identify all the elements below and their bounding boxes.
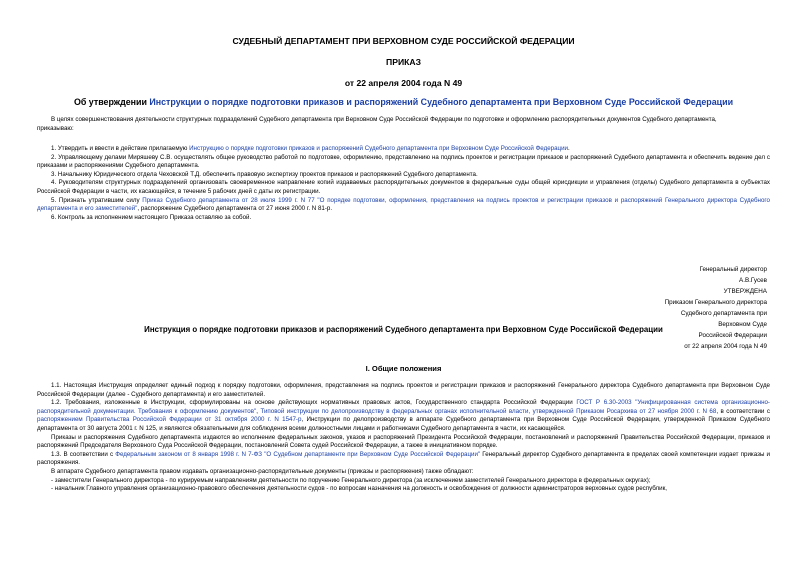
para-1-1: 1.1. Настоящая Инструкция определяет единый подход к порядку подготовки, оформления, представления на подпись проектов и регистрации приказов и распоряжений Генерального директора Судебного департамента при Верховном Суде Российской Федерации (далее - Судебного департамента) и его заместителей.: [37, 382, 770, 398]
para-1-2-sep: ,: [256, 407, 261, 415]
doc-title-prefix: Об утверждении: [73, 97, 150, 107]
para-1-2b: Приказы и распоряжения Судебного департамента издаются во исполнение федеральных законов, указов и распоряжений Президента Российской Федерации, постановлений и распоряжений Правительства Российской Федерации, приказов и распоряжений Председателя Верховного Суда Российской Федерации, постановлений Совета судей Российской Федерации, а также в инициативном порядке.: [37, 433, 770, 450]
para-1-3-end: Генеральный директор Судебного департамента в пределах своей компетенции издает приказы и распоряжения.: [37, 450, 771, 467]
para-1-3: [37, 451, 770, 468]
preamble: [37, 116, 770, 133]
signature-position: Генеральный директор: [699, 266, 767, 273]
doc-title-link[interactable]: Инструкции о порядке подготовки приказов и распоряжений Судебного департамента при Верховном Суде Российской Федерации: [149, 97, 734, 107]
order-item-4: 4. Руководителям структурных подразделений организовать своевременное направление копий издаваемых распорядительных документов в федеральные суды общей юрисдикции и управления (отделы) Судебного департамента в субъектах Российской Федерации в части, их касающейся, в течение 5 рабочих дней с даты их регистрации.: [37, 179, 770, 195]
org-header: СУДЕБНЫЙ ДЕПАРТАМЕНТ ПРИ ВЕРХОВНОМ СУДЕ РОССИЙСКОЙ ФЕДЕРАЦИИ: [232, 36, 575, 46]
gost-link[interactable]: ГОСТ Р 6.30-2003 "Унифицированная система организационно-распорядительной документации. Требования к оформлению документов": [37, 399, 770, 415]
preamble-text: В целях совершенствования деятельности структурных подразделений Судебного департамента при Верховном Суде Российской Федерации по подготовке и оформлению распорядительных документов Судебного департамента,: [51, 116, 717, 123]
signature-name: А.В.Гусев: [739, 277, 767, 284]
para-1-2-end: , Инструкции по делопроизводству в аппарате Судебного департамента при Верховном Суде Российской Федерации, утвержденной Приказом Судебного департамента от 30 августа 2001 г. N 125, и являются обязательными для соблюдения всеми должностными лицами и работниками Судебного департамента в части, их касающейся.: [37, 416, 770, 432]
order-item-1-text: 1. Утвердить и ввести в действие прилагаемую: [51, 145, 190, 152]
para-1-2-text: 1.2. Требования, изложенные в Инструкции, сформулированы на основе действующих нормативных правовых актов, Государственного стандарта Российской Федерации: [51, 399, 577, 407]
order-word: приказываю:: [37, 124, 74, 132]
para-1-6: - начальник Главного управления организационно-правового обеспечения деятельности судов - по вопросам назначения на должность и освобождения от должности администраторов верховных судов республик,: [51, 485, 667, 493]
order-item-5-link[interactable]: Приказ Судебного департамента от 28 июля 1999 г. N 77 "О порядке подготовки, оформления, представления на подпись проектов и регистрации приказов и распоряжений Генерального директора Судебного департамента и его заместителей": [37, 196, 770, 213]
typical-instruction-link[interactable]: Типовой инструкции по делопроизводству в федеральных органах исполнительной власти, утвержденной Приказом Росархива от 27 ноября 2000 г. N 68: [260, 407, 717, 415]
doc-title: [0, 97, 807, 107]
government-order-link[interactable]: распоряжением Правительства Российской Федерации от 31 октября 2000 г. N 1547-р: [37, 416, 302, 424]
signature-block: [665, 264, 767, 352]
approval-line-2: Приказом Генерального директора: [664, 299, 767, 306]
section-heading-1: I. Общие положения: [365, 364, 442, 373]
approval-date: от 22 апреля 2004 года N 49: [684, 343, 767, 350]
doc-type: ПРИКАЗ: [386, 57, 421, 67]
para-1-3-text: 1.3. В соответствии с: [51, 450, 116, 458]
order-item-2: 2. Управляющему делами Миряшеву С.В. осуществлять общее руководство работой по подготовке, оформлению, представлению на подпись проектов и регистрации приказов и распоряжений Судебного департамента и обеспечить ведение дел с приказами и распоряжениями Судебного департамента.: [37, 153, 770, 170]
order-item-3: 3. Начальнику Юридического отдела Чеховской Т.Д. обеспечить правовую экспертизу проектов приказов и распоряжений Судебного департамента.: [51, 170, 478, 178]
order-item-5-text: 5. Признать утратившим силу: [51, 196, 143, 204]
instruction-title: Инструкция о порядке подготовки приказов и распоряжений Судебного департамента при Верховном Суде Российской Федерации: [144, 325, 663, 334]
order-items: [37, 145, 770, 222]
para-1-2: [37, 399, 770, 433]
order-item-5: [37, 197, 770, 214]
order-item-1: [37, 145, 770, 154]
approval-line-4: Верховном Суде: [718, 321, 767, 328]
order-item-1-end: .: [568, 145, 570, 152]
order-item-5-end: , распоряжение Судебного департамента от 27 июня 2000 г. N 81-р.: [137, 205, 333, 213]
instruction-body: [37, 382, 770, 494]
federal-law-link[interactable]: Федеральным законом от 8 января 1998 г. N 7-ФЗ "О Судебном департаменте при Верховном Суде Российской Федерации": [115, 450, 481, 458]
approval-stamp: УТВЕРЖДЕНА: [723, 288, 767, 295]
para-1-4: В аппарате Судебного департамента правом издавать организационно-распорядительные документы (приказы и распоряжения) также обладают:: [51, 467, 474, 475]
doc-date-number: от 22 апреля 2004 года N 49: [344, 78, 463, 88]
order-item-1-link[interactable]: Инструкцию о порядке подготовки приказов и распоряжений Судебного департамента при Верховном Суде Российской Федерации: [189, 145, 569, 152]
para-1-2-mid: , в соответствии с: [716, 407, 770, 415]
order-item-6: 6. Контроль за исполнением настоящего Приказа оставляю за собой.: [51, 213, 252, 221]
approval-line-3: Судебного департамента при: [680, 310, 767, 317]
approval-line-5: Российской Федерации: [698, 332, 767, 339]
para-1-5: - заместители Генерального директора - по курируемым направлениям деятельности по поручению Генерального директора (за исключением заместителей Генерального директора в федеральных округах);: [51, 476, 651, 484]
